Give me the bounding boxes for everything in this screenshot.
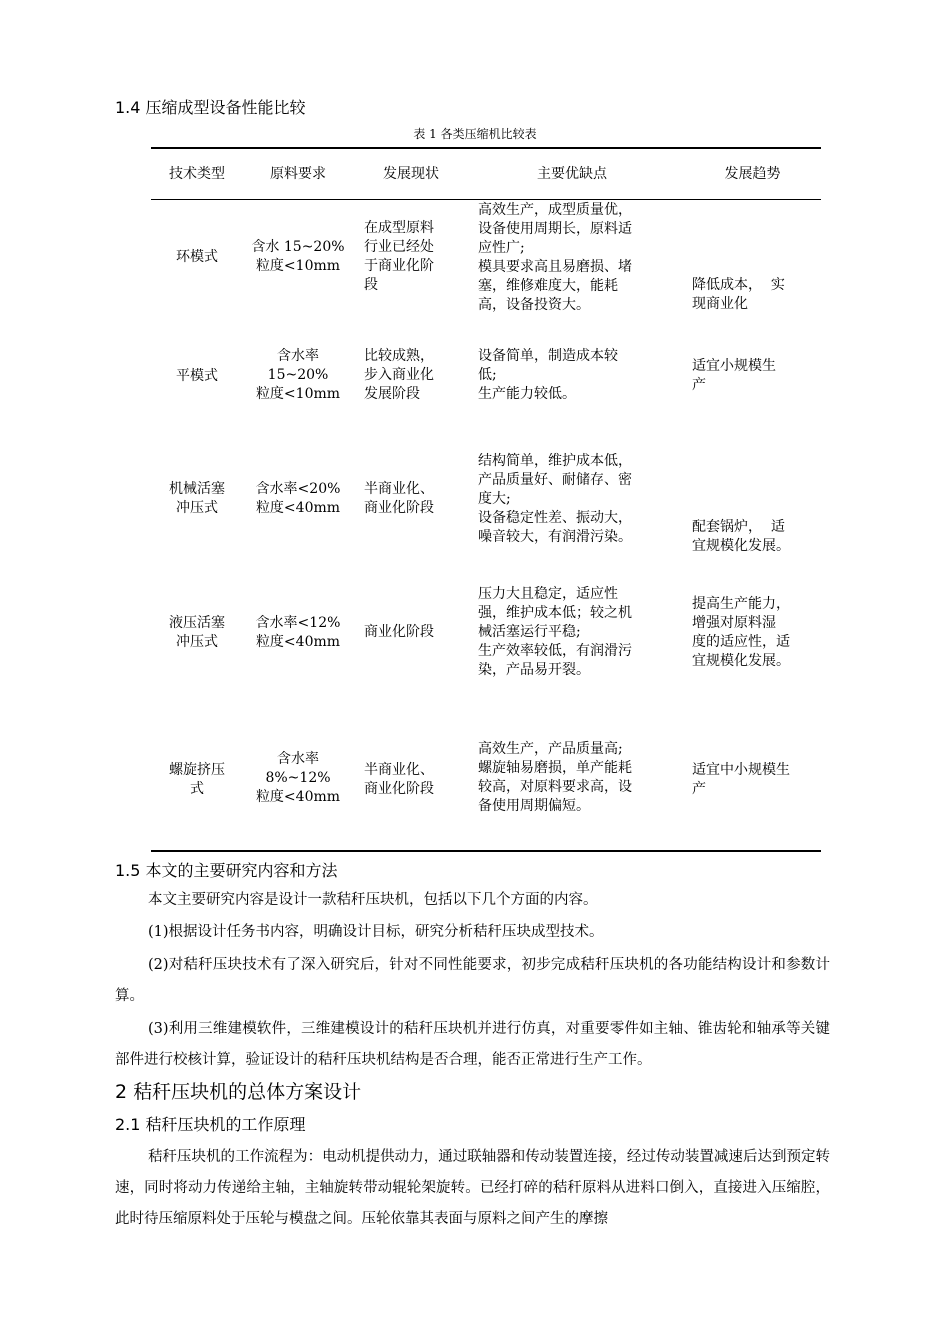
paragraph: 秸秆压块机的工作流程为：电动机提供动力，通过联轴器和传动装置连接，经过传动装置减速后达到预定转速，同时将动力传递给主轴，主轴旋转带动辊轮架旋转。已经打碎的秸秆原料从进料口倒入，直接进入压缩腔，此时待压缩原料处于压轮与模盘之间。压轮依靠其表面与原料之间产生的摩擦: [115, 1149, 830, 1227]
table-row-pros-cons: 结构简单，维护成本低， 产品质量好、耐储存、密 度大; 设备稳定性差、振动大， 噪音较大，有润滑污染。: [478, 453, 632, 545]
table-row-pros-cons: 高效生产，成型质量优， 设备使用周期长，原料适 应性广; 模具要求高且易磨损、堵 塞，维修难度大，能耗 高，设备投资大。: [478, 202, 632, 313]
table-row-status: 在成型原料 行业已经处 于商业化阶 段: [364, 220, 434, 293]
table-row-type: 液压活塞 冲压式: [169, 615, 225, 650]
section-1-5-title: 1.5 本文的主要研究内容和方法: [115, 861, 338, 880]
section-1-4-title: 1.4 压缩成型设备性能比较: [115, 98, 306, 117]
table-row-pros-cons: 压力大且稳定，适应性 强，维护成本低；较之机 械活塞运行平稳; 生产效率较低，有润滑污 染，产品易开裂。: [478, 586, 632, 678]
table-row-material: 含水率<20% 粒度<40mm: [255, 481, 341, 516]
table-row-status: 半商业化、 商业化阶段: [364, 762, 434, 797]
table-row-status: 半商业化、 商业化阶段: [364, 481, 434, 516]
table-row-status: 比较成熟， 步入商业化 发展阶段: [364, 348, 434, 402]
table-row-material: 含水率 8%~12% 粒度<40mm: [255, 751, 341, 805]
table-header-type: 技术类型: [169, 166, 225, 182]
table-row-type: 平模式: [176, 368, 218, 384]
table-row-trend: 配套锅炉， 适 宜规模化发展。: [692, 519, 790, 554]
paragraph: 本文主要研究内容是设计一款秸秆压块机，包括以下几个方面的内容。: [148, 892, 598, 908]
table-header-rule: [151, 199, 821, 200]
table-row-trend: 降低成本， 实 现商业化: [692, 277, 785, 312]
table-row-trend: 适宜中小规模生 产: [692, 762, 790, 797]
table-caption: 表 1 各类压缩机比较表: [413, 127, 537, 141]
table-row-type: 机械活塞 冲压式: [169, 481, 225, 516]
table-row-material: 含水率 15~20% 粒度<10mm: [255, 348, 341, 402]
paragraph: (1)根据设计任务书内容，明确设计目标，研究分析秸秆压块成型技术。: [148, 924, 604, 940]
table-header-material: 原料要求: [270, 166, 326, 182]
table-row-type: 螺旋挤压 式: [169, 762, 225, 797]
table-header-trend: 发展趋势: [724, 166, 781, 182]
section-2-1-title: 2.1 秸秆压块机的工作原理: [115, 1115, 306, 1134]
table-row-material: 含水率<12% 粒度<40mm: [255, 615, 341, 650]
table-bottom-rule: [151, 850, 821, 852]
paragraph: (2)对秸秆压块技术有了深入研究后，针对不同性能要求，初步完成秸秆压块机的各功能结构设计和参数计算。: [115, 957, 830, 1004]
table-row-status: 商业化阶段: [364, 624, 434, 640]
table-row-pros-cons: 高效生产，产品质量高; 螺旋轴易磨损，单产能耗 较高，对原料要求高，设 备使用周期偏短。: [478, 741, 632, 814]
table-row-material: 含水 15~20% 粒度<10mm: [251, 239, 345, 274]
table-header-status: 发展现状: [383, 166, 439, 182]
table-top-rule: [151, 147, 821, 149]
table-row-trend: 适宜小规模生 产: [692, 358, 776, 393]
chapter-2-title: 2 秸秆压块机的总体方案设计: [115, 1081, 362, 1103]
table-row-pros-cons: 设备简单，制造成本较 低; 生产能力较低。: [478, 348, 618, 402]
table-row-type: 环模式: [176, 249, 218, 265]
table-row-trend: 提高生产能力， 增强对原料湿 度的适应性，适 宜规模化发展。: [692, 596, 790, 669]
paragraph: (3)利用三维建模软件，三维建模设计的秸秆压块机并进行仿真，对重要零件如主轴、锥齿轮和轴承等关键部件进行校核计算，验证设计的秸秆压块机结构是否合理，能否正常进行生产工作。: [115, 1021, 830, 1068]
table-header-pros-cons: 主要优缺点: [537, 166, 607, 182]
